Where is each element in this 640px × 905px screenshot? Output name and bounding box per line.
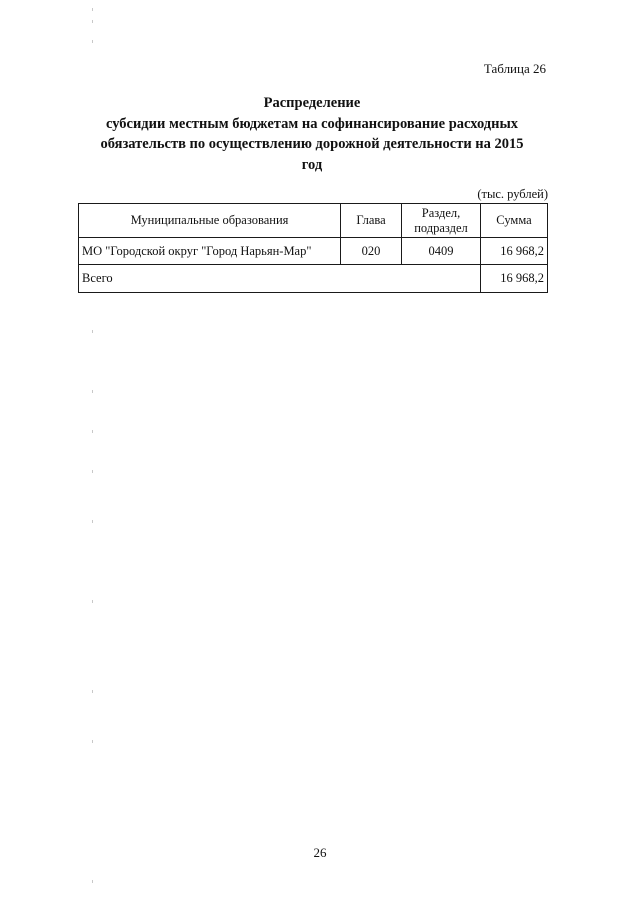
scan-speck <box>92 390 93 393</box>
scan-speck <box>92 880 93 883</box>
table-number: Таблица 26 <box>483 61 546 76</box>
document-title <box>74 93 550 175</box>
scan-speck <box>92 330 93 333</box>
title-line-3: обязательств по осуществлению дорожной деятельности на 2015 <box>100 136 524 152</box>
scan-speck <box>92 40 93 43</box>
scan-speck <box>92 8 93 11</box>
scan-speck <box>92 690 93 693</box>
units-label: (тыс. рублей) <box>477 187 548 201</box>
header-amount: Сумма <box>481 204 548 238</box>
title-line-4: год <box>301 156 323 173</box>
title-line-2: субсидии местным бюджетам на софинансирование расходных <box>105 115 519 132</box>
header-section-line1: Раздел, <box>421 205 461 220</box>
page-number: 26 <box>313 845 327 860</box>
table-header-row <box>79 204 548 238</box>
title-line-1: Распределение <box>263 95 361 111</box>
header-section <box>402 204 481 238</box>
header-section-line2: подраздел <box>414 220 468 235</box>
scan-speck <box>92 740 93 743</box>
scan-speck <box>92 20 93 23</box>
table-row <box>79 238 548 265</box>
header-chapter: Глава <box>341 204 402 238</box>
cell-chapter: 020 <box>341 238 402 265</box>
total-amount: 16 968,2 <box>481 265 548 293</box>
table-total-row <box>79 265 548 293</box>
cell-municipality: МО "Городской округ "Город Нарьян-Мар" <box>79 238 341 265</box>
scan-speck <box>92 470 93 473</box>
cell-amount: 16 968,2 <box>481 238 548 265</box>
subsidy-table <box>78 203 548 293</box>
scan-speck <box>92 520 93 523</box>
total-label: Всего <box>79 265 481 293</box>
scan-speck <box>92 430 93 433</box>
header-municipality: Муниципальные образования <box>79 204 341 238</box>
scan-speck <box>92 600 93 603</box>
cell-section: 0409 <box>402 238 481 265</box>
